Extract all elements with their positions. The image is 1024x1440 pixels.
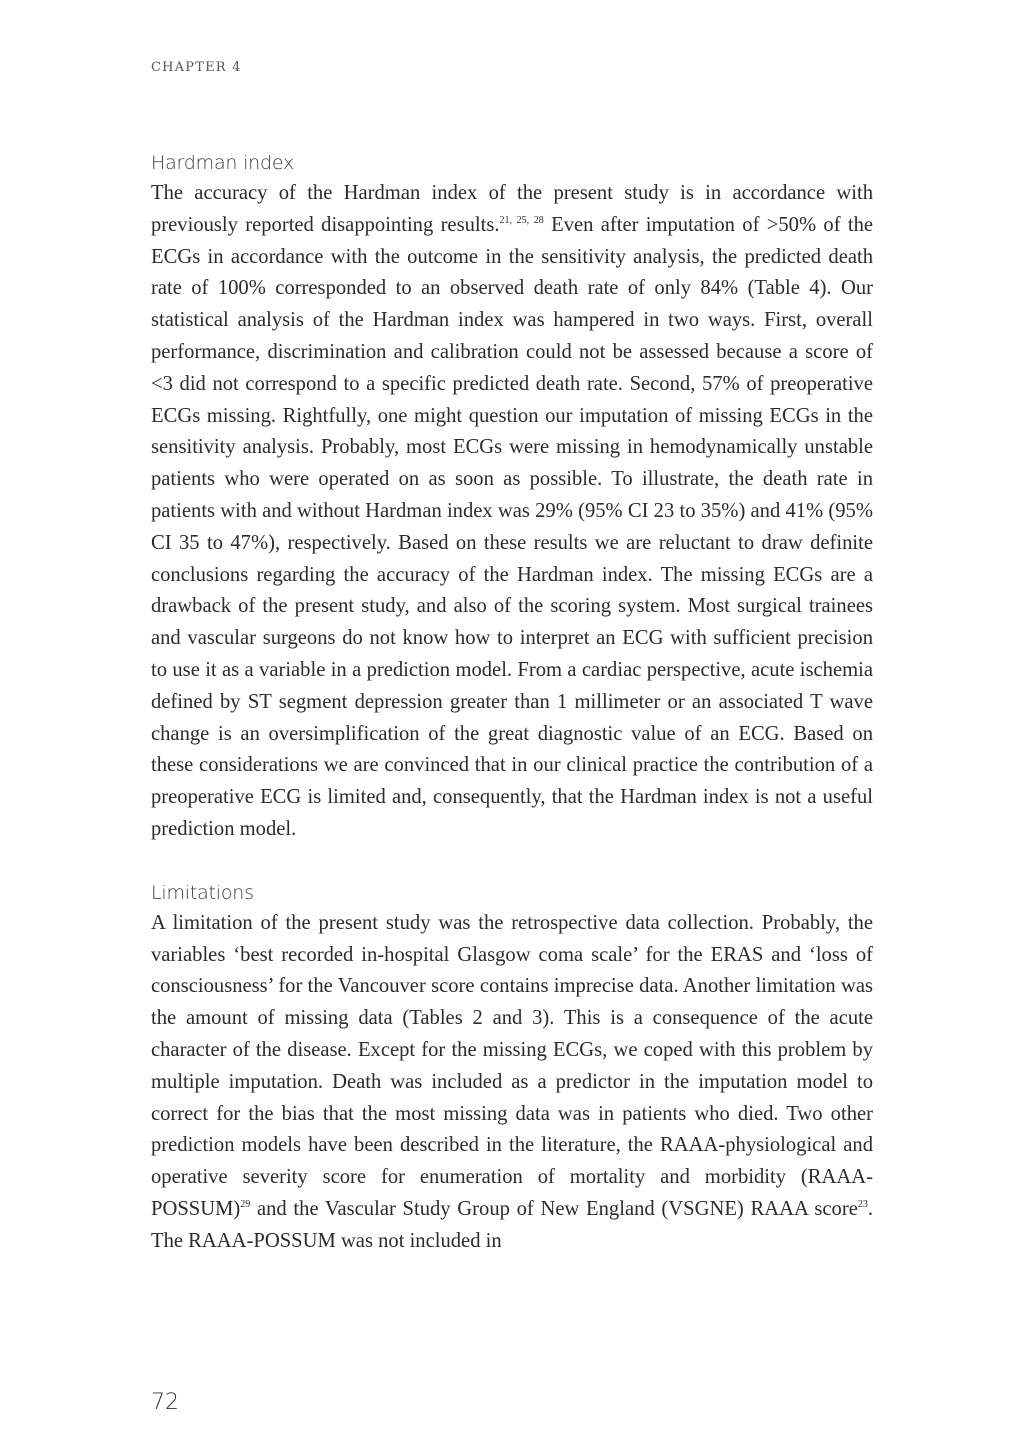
paragraph-text: A limitation of the present study was the retrospective data collection. Probably, the variables ‘best recorded in-hospital Glasgow coma scale’ for the ERAS and ‘loss of consciousness’ for the Vancouver score contains imprecise data. Another limitation was the amount of missing data (Tables 2 and 3). This is a consequence of the acute character of the disease. Except for the missing ECGs, we coped with this problem by multiple imputation. Death was included as a predictor in the imputation model to correct for the bias that the most missing data was in patients who died. Two other prediction models have been described in the literature, the RAAA-physiological and operative severity score for enumeration of mortality and morbidity (RAAA-POSSUM) xyxy=(151,911,873,1220)
reference-citation: 23 xyxy=(857,1198,868,1210)
running-head: CHAPTER 4 xyxy=(151,60,242,75)
paragraph-text: The accuracy of the Hardman index of the present study is in accordance with previously reported disappointing results. xyxy=(151,182,873,236)
reference-citation: 21, 25, 28 xyxy=(499,214,544,226)
section-heading-limitations: Limitations xyxy=(151,881,254,904)
page-number: 72 xyxy=(151,1390,179,1415)
paragraph-hardman-index xyxy=(151,178,873,846)
paragraph-limitations xyxy=(151,908,873,1258)
page-body xyxy=(151,148,873,1258)
paragraph-text: . The RAAA-POSSUM was not included in xyxy=(151,1197,873,1252)
paragraph-text: Even after imputation of >50% of the ECGs in accordance with the outcome in the sensitivity analysis, the predicted death rate of 100% corresponded to an observed death rate of only 84% (Table 4). Our statistical analysis of the Hardman index was hampered in two ways. First, overall performance, discrimination and calibration could not be assessed because a score of <3 did not correspond to a specific predicted death rate. Second, 57% of preoperative ECGs missing. Rightfully, one might question our imputation of missing ECGs in the sensitivity analysis. Probably, most ECGs were missing in hemodynamically unstable patients who were operated on as soon as possible. To illustrate, the death rate in patients with and without Hardman index was 29% (95% CI 23 to 35%) and 41% (95% CI 35 to 47%), respectively. Based on these results we are reluctant to draw definite conclusions regarding the accuracy of the Hardman index. The missing ECGs are a drawback of the present study, and also of the scoring system. Most surgical trainees and vascular surgeons do not know how to interpret an ECG with sufficient precision to use it as a variable in a prediction model. From a cardiac perspective, acute ischemia defined by ST segment depression greater than 1 millimeter or an associated T wave change is an oversimplification of the great diagnostic value of an ECG. Based on these considerations we are convinced that in our clinical practice the contribution of a preoperative ECG is limited and, consequently, that the Hardman index is not a useful prediction model. xyxy=(151,213,874,840)
paragraph-text: and the Vascular Study Group of New England (VSGNE) RAAA score xyxy=(250,1197,858,1220)
reference-citation: 29 xyxy=(240,1198,251,1210)
section-heading-hardman-index: Hardman index xyxy=(151,152,295,174)
